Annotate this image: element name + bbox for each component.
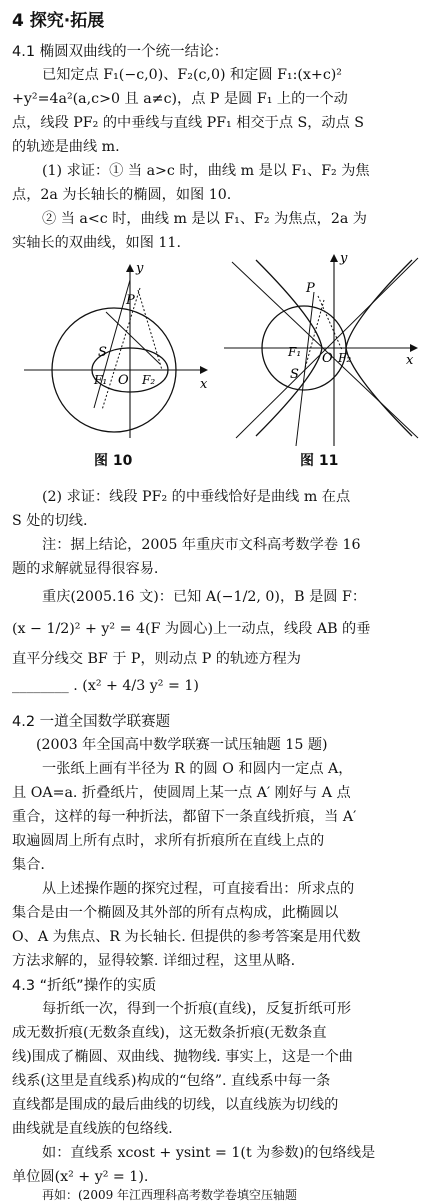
text-line: (2) 求证：线段 PF₂ 的中垂线恰好是曲线 m 在点 xyxy=(42,489,351,505)
text-line: 实轴长的双曲线，如图 11. xyxy=(12,235,181,251)
text-line: 重庆(2005.16 文)：已知 A(−1/2, 0)，B 是圆 F： xyxy=(42,589,367,605)
text-line: S 处的切线. xyxy=(12,513,88,529)
fig11-F2-label: F₂ xyxy=(338,351,352,365)
text-line: 集合. xyxy=(12,857,45,873)
fig10-P-label: P xyxy=(126,293,135,308)
text-line: 再如：(2009 年江西理科高考数学卷填空压轴题 xyxy=(42,1188,298,1202)
fig11-S-label: S xyxy=(290,367,299,382)
text-line: 单位圆(x² + y² = 1). xyxy=(12,1169,149,1185)
text-line: 注：据上结论，2005 年重庆市文科高考数学卷 16 xyxy=(42,537,361,553)
text-line: 线系(这里是直线系)构成的“包络”. 直线系中每一条 xyxy=(12,1073,331,1089)
text-line: 直线都是围成的最后曲线的切线，以直线族为切线的 xyxy=(12,1097,339,1113)
text-line: (2003 年全国高中数学联赛一试压轴题 15 题) xyxy=(36,737,328,753)
figure-10-caption: 图 10 xyxy=(94,453,133,469)
fig10-F2-label: F₂ xyxy=(142,373,156,387)
text-line: ________ . (x² + 4/3 y² = 1) xyxy=(12,678,199,694)
fig11-y-label: y xyxy=(340,252,348,266)
text-line: O、A 为焦点、R 为长轴长. 但提供的参考答案是用代数 xyxy=(12,929,361,945)
fig10-F1-label: F₁ xyxy=(94,373,108,387)
section-4-3-heading: 4.3 “折纸”操作的实质 xyxy=(12,978,157,994)
text-line: 方法求解的，显得较繁. 详细过程，这里从略. xyxy=(12,953,296,969)
text-line: 点，2a 为长轴长的椭圆，如图 10. xyxy=(12,187,232,203)
figure-10-ellipse xyxy=(22,260,212,440)
text-line: 且 OA=a. 折叠纸片，使圆周上某一点 A′ 刚好与 A 点 xyxy=(12,785,351,801)
text-line: 的轨迹是曲线 m. xyxy=(12,139,120,155)
fig10-O-label: O xyxy=(118,373,129,388)
text-line: 集合是由一个椭圆及其外部的所有点构成，此椭圆以 xyxy=(12,905,339,921)
section-title: 4 探究·拓展 xyxy=(12,11,105,31)
text-line: ② 当 a<c 时，曲线 m 是以 F₁、F₂ 为焦点，2a 为 xyxy=(42,211,367,227)
text-line: 曲线就是直线族的包络线. xyxy=(12,1121,173,1137)
text-line: 每折纸一次，得到一个折痕(直线)，反复折纸可形 xyxy=(42,1001,352,1017)
section-4-1-heading: 4.1 椭圆双曲线的一个统一结论： xyxy=(12,44,229,60)
fig11-x-label: x xyxy=(406,353,414,368)
text-line: 已知定点 F₁(−c,0)、F₂(c,0) 和定圆 F₁:(x+c)² xyxy=(42,67,342,83)
text-line: 成无数折痕(无数条直线)，这无数条折痕(无数条直 xyxy=(12,1025,327,1041)
fig11-F1-label: F₁ xyxy=(288,345,302,359)
text-line: 直平分线交 BF 于 P，则动点 P 的轨迹方程为 xyxy=(12,651,301,667)
fig10-S-label: S xyxy=(98,345,107,360)
text-line: 取遍圆周上所有点时，求所有折痕所在直线上点的 xyxy=(12,833,325,849)
text-line: 点，线段 PF₂ 的中垂线与直线 PF₁ 相交于点 S，动点 S xyxy=(12,115,365,131)
figure-11-hyperbola xyxy=(222,252,422,448)
text-line: +y²=4a²(a,c>0 且 a≠c)，点 P 是圆 F₁ 上的一个动 xyxy=(12,91,348,107)
fig10-x-label: x xyxy=(200,377,208,392)
text-line: 从上述操作题的探究过程，可直接看出：所求点的 xyxy=(42,881,355,897)
text-line: 题的求解就显得很容易. xyxy=(12,561,159,577)
fig11-P-label: P xyxy=(306,281,315,296)
figure-11-caption: 图 11 xyxy=(300,453,339,469)
text-line: (x − 1/2)² + y² = 4(F 为圆心)上一动点，线段 AB 的垂 xyxy=(12,621,371,637)
text-line: 一张纸上画有半径为 R 的圆 O 和圆内一定点 A， xyxy=(42,761,353,777)
section-4-2-heading: 4.2 一道全国数学联赛题 xyxy=(12,714,171,730)
text-line: 如：直线系 xcost + ysint = 1(t 为参数)的包络线是 xyxy=(42,1145,376,1161)
text-line: 线)围成了椭圆、双曲线、抛物线. 事实上，这是一个曲 xyxy=(12,1049,353,1065)
fig10-y-label: y xyxy=(136,261,144,276)
fig11-O-label: O xyxy=(322,351,333,366)
text-line: 重合，这样的每一种折法，都留下一条直线折痕，当 A′ xyxy=(12,809,357,825)
text-line: (1) 求证：① 当 a>c 时，曲线 m 是以 F₁、F₂ 为焦 xyxy=(42,163,370,179)
